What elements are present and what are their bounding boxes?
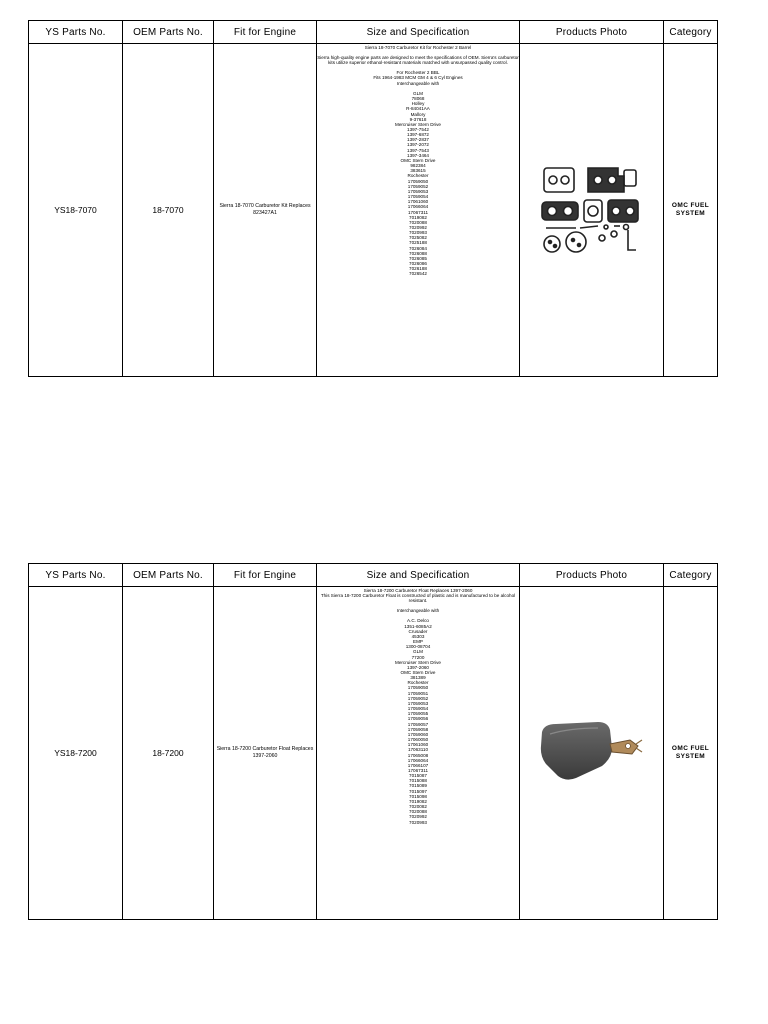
spec-line: 7026084 bbox=[409, 245, 427, 251]
oem-part-number: 18-7200 bbox=[123, 587, 214, 920]
specification-text bbox=[317, 588, 519, 919]
spec-line: 7015087 bbox=[409, 773, 427, 779]
spec-line: 17059055 bbox=[407, 711, 429, 717]
header-oem-parts-no: OEM Parts No. bbox=[123, 564, 214, 587]
header-fit-for-engine: Fit for Engine bbox=[214, 564, 317, 587]
spec-line: EMP bbox=[413, 639, 423, 645]
spec-line: 7026085 bbox=[409, 255, 427, 261]
spec-line: Mercruiser Stern Drive bbox=[395, 659, 441, 665]
spec-line: 17059051 bbox=[407, 690, 429, 696]
header-category: Category bbox=[664, 564, 718, 587]
table-header-row bbox=[29, 564, 718, 587]
spec-line: Interchangeable with bbox=[396, 80, 440, 86]
spec-line: GLM bbox=[413, 649, 423, 655]
spec-line: R-84041AA bbox=[406, 106, 430, 112]
spec-line: OMC Stern Drive bbox=[400, 670, 436, 675]
spec-line: Fits 1964-1983 MCM GM 4 & 6 Cyl Engines bbox=[373, 75, 463, 81]
category: OMC FUEL SYSTEM bbox=[664, 587, 718, 920]
spec-line: Rochester bbox=[407, 173, 429, 179]
spec-line: OMC Stern Drive bbox=[400, 157, 436, 163]
header-products-photo: Products Photo bbox=[520, 564, 664, 587]
spec-line: 7015097 bbox=[409, 788, 427, 794]
carburetor-gasket-kit-icon bbox=[540, 162, 644, 258]
spec-line: 7026542 bbox=[409, 271, 427, 277]
table-row bbox=[29, 44, 718, 377]
spec-line: 1397-3464 bbox=[407, 152, 429, 158]
ys-part-number: YS18-7070 bbox=[29, 44, 123, 377]
spec-line: Sierra high-quality engine parts are designed to meet the specifications of OEM. Sierra's carburetor kits utilize superior ethanol-resistant materials matched with unsurpassed quality control. bbox=[317, 54, 519, 65]
parts-table-1 bbox=[28, 20, 718, 377]
spec-line: 17059053 bbox=[407, 700, 429, 706]
spec-line: 17059053 bbox=[407, 188, 429, 194]
spec-line: Holley bbox=[411, 101, 425, 107]
spec-line: 1397-7542 bbox=[407, 127, 429, 132]
spec-line: 17063110 bbox=[407, 747, 429, 753]
spec-line: 7015098 bbox=[409, 793, 427, 799]
spec-line: For Rochester 2 BBL bbox=[396, 70, 440, 76]
spec-line: Interchangeable with bbox=[396, 608, 440, 614]
spec-line: 78068 bbox=[411, 96, 425, 102]
spec-line: 7020993 bbox=[409, 230, 427, 236]
table-header-row bbox=[29, 21, 718, 44]
spec-line: 45303 bbox=[411, 633, 425, 639]
spec-line: 7026088 bbox=[409, 250, 427, 256]
spec-line: 77200 bbox=[411, 654, 425, 660]
spec-line: 17059056 bbox=[407, 716, 429, 722]
spec-line: 17059058 bbox=[407, 726, 429, 732]
spec-line: Mercruiser Stern Drive bbox=[395, 121, 441, 127]
spec-line: 7025082 bbox=[409, 235, 427, 241]
spec-line: A.C. Delco bbox=[407, 618, 429, 624]
specification bbox=[317, 44, 520, 377]
specification bbox=[317, 587, 520, 920]
header-oem-parts-no: OEM Parts No. bbox=[123, 21, 214, 44]
header-products-photo: Products Photo bbox=[520, 21, 664, 44]
spec-line: 1300-08704 bbox=[405, 644, 431, 650]
spec-line: 1397-2060 bbox=[407, 664, 429, 670]
spec-line: 1397-2072 bbox=[407, 142, 429, 148]
fit-for-engine: Sierra 18-7200 Carburetor Float Replaces 1397-2060 bbox=[214, 587, 317, 920]
oem-part-number: 18-7070 bbox=[123, 44, 214, 377]
spec-line: 7020993 bbox=[409, 819, 427, 825]
spec-line: 7019082 bbox=[409, 798, 427, 804]
spec-line: 17066107 bbox=[407, 762, 429, 768]
spec-line: 383615 bbox=[410, 168, 426, 174]
spec-line: 17066064 bbox=[407, 757, 429, 763]
header-ys-parts-no: YS Parts No. bbox=[29, 21, 123, 44]
header-size-and-specification: Size and Specification bbox=[317, 564, 520, 587]
spec-line: 17066064 bbox=[407, 204, 429, 210]
header-category: Category bbox=[664, 21, 718, 44]
spec-line: 17059052 bbox=[407, 183, 429, 189]
header-fit-for-engine: Fit for Engine bbox=[214, 21, 317, 44]
spec-line: 17060050 bbox=[407, 737, 429, 743]
spec-line: 7026086 bbox=[409, 261, 427, 267]
spec-line: Crusader bbox=[408, 628, 428, 634]
spec-line: 17067311 bbox=[407, 209, 429, 215]
spec-line: 17065008 bbox=[407, 752, 429, 758]
header-ys-parts-no: YS Parts No. bbox=[29, 564, 123, 587]
spec-line: 7026188 bbox=[409, 266, 427, 272]
parts-table-2 bbox=[28, 563, 718, 920]
specification-text bbox=[317, 45, 519, 376]
spec-line: 7020992 bbox=[409, 224, 427, 230]
spec-line: 1351-6085A2 bbox=[404, 623, 432, 629]
spec-line: 7015088 bbox=[409, 778, 427, 784]
spec-line: 7019082 bbox=[409, 214, 427, 220]
spec-line: 1397-7543 bbox=[407, 147, 429, 153]
spec-line: 17059057 bbox=[407, 721, 429, 727]
spec-line: Mallory bbox=[410, 111, 426, 117]
spec-line: 17059052 bbox=[407, 695, 429, 701]
spec-line: This Sierra 18-7200 Carburetor Float is constructed of plastic and is manufactured to be alcohol resistant. bbox=[320, 592, 516, 603]
spec-line: 17059050 bbox=[407, 685, 429, 691]
spec-line: 17059050 bbox=[407, 178, 429, 184]
spec-line: 17059054 bbox=[407, 194, 429, 200]
spec-line: 1397-2837 bbox=[407, 137, 429, 143]
spec-line: 381389 bbox=[410, 675, 426, 681]
spec-line: 7020082 bbox=[409, 804, 427, 810]
spec-line: Sierra 18-7200 Carburetor Float Replaces 1397-2060 bbox=[363, 587, 473, 593]
spec-line: 7015089 bbox=[409, 783, 427, 789]
spec-line: Sierra 18-7070 Carburetor Kit for Rochester 2 Barrel bbox=[364, 44, 472, 50]
product-photo bbox=[520, 44, 664, 377]
ys-part-number: YS18-7200 bbox=[29, 587, 123, 920]
spec-line: GLM bbox=[413, 90, 423, 96]
table-row bbox=[29, 587, 718, 920]
fit-for-engine: Sierra 18-7070 Carburetor Kit Replaces 823427A1 bbox=[214, 44, 317, 377]
spec-line: 982384 bbox=[410, 163, 426, 169]
header-size-and-specification: Size and Specification bbox=[317, 21, 520, 44]
spec-line: 17059054 bbox=[407, 706, 429, 712]
spec-line: 17067311 bbox=[407, 767, 429, 773]
product-photo bbox=[520, 587, 664, 920]
spec-line: 17061060 bbox=[407, 199, 429, 205]
spec-line: 17059060 bbox=[407, 731, 429, 737]
carburetor-float-icon bbox=[536, 718, 648, 788]
spec-line: 7020088 bbox=[409, 219, 427, 225]
spec-line: 7020088 bbox=[409, 809, 427, 815]
spec-line: 17061060 bbox=[407, 742, 429, 748]
spec-line: 1397-6872 bbox=[407, 132, 429, 138]
category: OMC FUEL SYSTEM bbox=[664, 44, 718, 377]
spec-line: 7025188 bbox=[409, 240, 427, 246]
spec-line: Rochester bbox=[407, 680, 429, 686]
spec-line: 9-37618 bbox=[409, 116, 427, 122]
spec-line: 7020992 bbox=[409, 814, 427, 820]
